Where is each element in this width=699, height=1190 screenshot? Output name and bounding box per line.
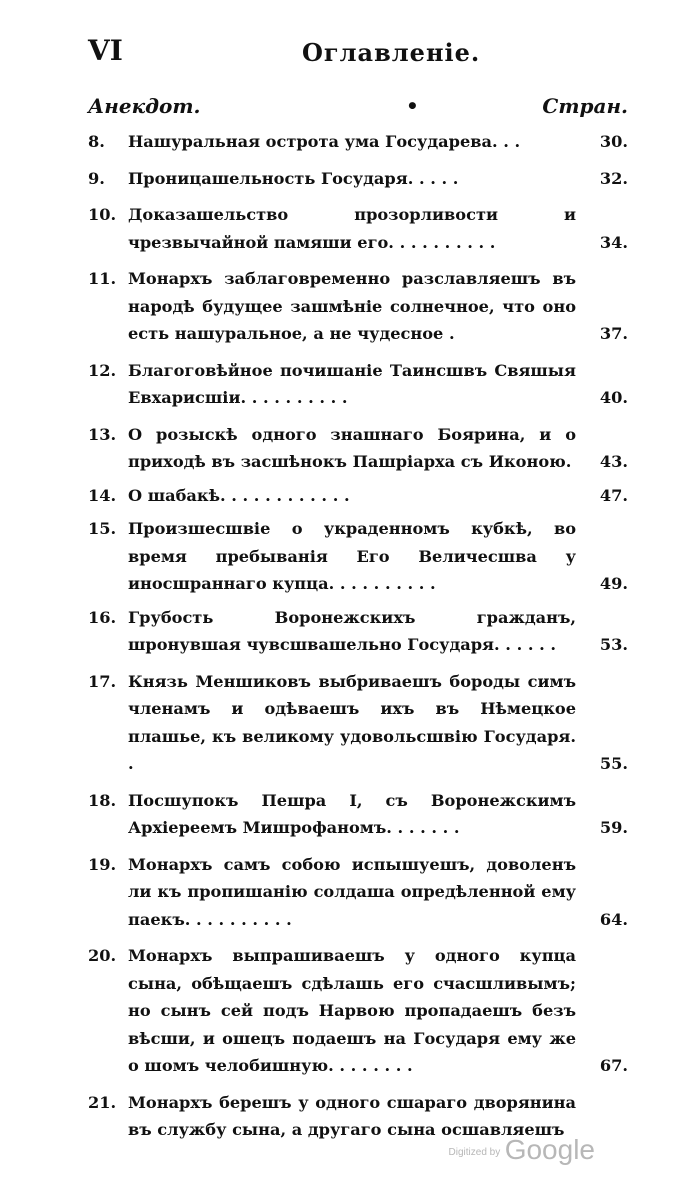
entry-page: 34.: [599, 232, 628, 252]
toc-entry-11: [88, 265, 628, 348]
entry-number: 18.: [88, 790, 117, 810]
entry-page: 43.: [599, 452, 628, 471]
entry-page: 30.: [599, 132, 628, 151]
entry-number: 14.: [88, 485, 117, 505]
entry-title: Князь Меншиковъ выбриваешъ бороды симъ членамъ и одѣваешъ ихъ въ Нѣмецкое плашье, къ великому удовольсшвію Государя. .: [128, 671, 576, 773]
entry-title: Грубость Воронежскихъ гражданъ, шронувшая чувсшвашельно Государя. . . . . .: [128, 607, 576, 654]
entry-title: Монархъ заблаговременно разславляешъ въ народѣ будущее зашмѣніе солнечное, что оно есть нашуральное, а не чудесное .: [128, 269, 576, 343]
entry-title: Благоговѣйное почишаніе Таинсшвъ Свяшыя Евхарисшіи. . . . . . . . . .: [128, 360, 576, 407]
entry-page: 53.: [599, 635, 628, 654]
entry-title: Посшупокъ Пешра I, съ Воронежскимъ Архіереемъ Мишрофаномъ. . . . . . .: [128, 790, 576, 837]
toc-entry-20: [88, 942, 628, 1080]
entry-page: 32.: [599, 168, 628, 188]
entry-title: Доказашельство прозорливости и чрезвычайной памяши его. . . . . . . . . .: [128, 205, 576, 252]
column-header-anecdote: Анекдот.: [88, 94, 201, 118]
toc-entry-13: [88, 421, 628, 476]
entry-title: Произшесшвіе о украденномъ кубкѣ, во время пребыванія Его Величесшва у иносшраннаго купца. . . . . . . . . .: [128, 519, 576, 593]
entry-page: 49.: [599, 574, 628, 593]
entry-number: 15.: [88, 519, 117, 538]
entry-page: 40.: [599, 388, 628, 407]
entry-title: О розыскѣ одного знашнаго Боярина, и о приходѣ въ засшѣнокъ Пашріарха съ Иконою.: [128, 424, 576, 471]
google-logo: Google: [504, 1134, 595, 1165]
entry-number: 9.: [88, 168, 105, 188]
watermark-prefix: Digitized by: [448, 1147, 501, 1158]
column-header-page: Стран.: [542, 94, 628, 118]
entry-number: 20.: [88, 946, 117, 965]
page-title: Оглавленіе.: [302, 38, 481, 67]
entry-title: Проницашельность Государя. . . . .: [128, 168, 459, 188]
toc-entry-16: [88, 604, 628, 659]
entry-number: 8.: [88, 132, 105, 151]
entry-number: 11.: [88, 269, 117, 288]
entry-number: 19.: [88, 854, 117, 874]
column-header-dot: •: [406, 94, 419, 118]
toc-entry-19: [88, 851, 628, 934]
toc-entry-12: [88, 357, 628, 412]
entry-number: 13.: [88, 424, 117, 444]
column-headers: [88, 94, 628, 122]
entry-page: 59.: [599, 818, 628, 837]
entry-page: 37.: [599, 324, 628, 343]
page-number: VI: [88, 34, 123, 67]
toc-entry-10: [88, 201, 628, 256]
entry-title: Монархъ самъ собою испышуешъ, доволенъ ли къ пропишанію солдаша опредѣленной ему паекъ. . . . . . . . . .: [128, 854, 576, 929]
entry-number: 12.: [88, 360, 117, 380]
entry-number: 10.: [88, 205, 117, 224]
toc-entry-15: [88, 515, 628, 598]
page-header: [88, 34, 628, 74]
entry-title: Монархъ берешъ у одного сшараго дворянина въ службу сына, а другаго сына осшавляешъ: [128, 1092, 576, 1139]
toc-entry-8: [88, 128, 628, 156]
entry-page: 47.: [599, 485, 628, 505]
entry-page: 64.: [599, 909, 628, 929]
entry-number: 17.: [88, 671, 117, 691]
entry-title: О шабакѣ. . . . . . . . . . . .: [128, 485, 350, 505]
entry-number: 16.: [88, 607, 117, 627]
entry-page: 55.: [599, 754, 628, 773]
digitized-watermark: [449, 1134, 595, 1166]
entry-title: Нашуральная острота ума Государева. . .: [128, 132, 521, 151]
toc-entry-18: [88, 787, 628, 842]
entry-number: 21.: [88, 1092, 117, 1112]
toc-entry-9: [88, 165, 628, 193]
toc-entry-17: [88, 668, 628, 778]
toc-entry-14: [88, 482, 628, 510]
entry-page: 67.: [599, 1056, 628, 1075]
entry-title: Монархъ выпрашиваешъ у одного купца сына, обѣщаешъ сдѣлашь его счасшливымъ; но сынъ сей подъ Нарвою пропадаешъ безъ вѣсши, и ошецъ подаешъ на Государя ему же о шомъ челобишную. . . . . . . .: [128, 946, 576, 1075]
toc-entries: [88, 128, 628, 1144]
